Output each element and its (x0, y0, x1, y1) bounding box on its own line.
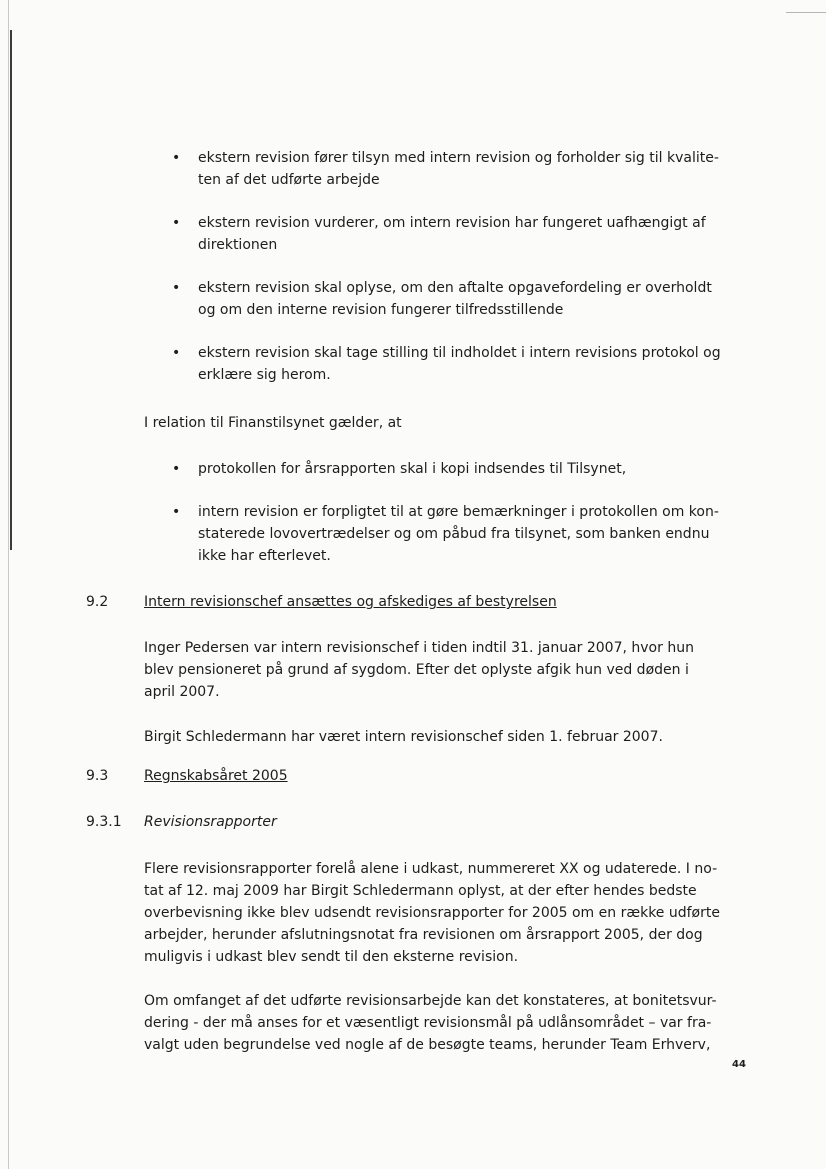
scan-top-mark (786, 12, 826, 13)
section-number-9-2: 9.2 (86, 594, 109, 610)
paragraph-birgit-schledermann: Birgit Schledermann har været intern revisionschef siden 1. februar 2007. (144, 729, 663, 745)
list-item: • ekstern revision skal tage stilling til indholdet i intern revisions protokol og erklære sig herom. (172, 342, 762, 386)
bullet-icon: • (172, 280, 181, 296)
page-number: 44 (732, 1059, 746, 1070)
list-item: • intern revision er forpligtet til at gøre bemærkninger i protokollen om kon- staterede lovovertrædelser og om påbud fra tilsynet, som banken endnu ikke har efterlevet. (172, 501, 762, 567)
scan-edge-line (8, 0, 9, 1169)
external-revision-bullet-list (172, 147, 762, 407)
fsa-bullet-list (172, 458, 762, 588)
bullet-icon: • (172, 345, 181, 361)
section-title-9-3-1: Revisionsrapporter (144, 814, 277, 830)
scan-edge-shadow (10, 30, 12, 550)
bullet-icon: • (172, 215, 181, 231)
list-item: • ekstern revision skal oplyse, om den aftalte opgavefordeling er overholdt og om den interne revision fungerer tilfredsstillende (172, 277, 762, 321)
relation-intro: I relation til Finanstilsynet gælder, at (144, 415, 402, 431)
section-title-9-2: Intern revisionschef ansættes og afskediges af bestyrelsen (144, 594, 557, 610)
bullet-icon: • (172, 461, 181, 477)
bullet-icon: • (172, 504, 181, 520)
section-title-9-3: Regnskabsåret 2005 (144, 768, 288, 784)
section-number-9-3: 9.3 (86, 768, 109, 784)
list-item: • protokollen for årsrapporten skal i kopi indsendes til Tilsynet, (172, 458, 762, 480)
paragraph-omfang: Om omfanget af det udførte revisionsarbejde kan det konstateres, at bonitetsvur- dering - der må anses for et væsentligt revisionsmål på udlånsområdet – var fra- valgt uden begrundelse ved nogle af de besøgte teams, herunder Team Erhverv, (144, 993, 717, 1053)
paragraph-inger-pedersen: Inger Pedersen var intern revisionschef i tiden indtil 31. januar 2007, hvor hun blev pensioneret på grund af sygdom. Efter det oplyste afgik hun ved døden i april 2007. (144, 640, 694, 700)
section-number-9-3-1: 9.3.1 (86, 814, 122, 830)
list-item: • ekstern revision fører tilsyn med intern revision og forholder sig til kvalite- ten af det udførte arbejde (172, 147, 762, 191)
paragraph-revisionsrapporter: Flere revisionsrapporter forelå alene i udkast, nummereret XX og udaterede. I no- tat af 12. maj 2009 har Birgit Schledermann oplyst, at der efter hendes bedste overbevisning ikke blev udsendt revisionsrapporter for 2005 om en række udførte arbejder, herunder afslutningsnotat fra revisionen om årsrapport 2005, der dog muligvis i udkast blev sendt til den eksterne revision. (144, 861, 720, 965)
bullet-icon: • (172, 150, 181, 166)
list-item: • ekstern revision vurderer, om intern revision har fungeret uafhængigt af direktionen (172, 212, 762, 256)
